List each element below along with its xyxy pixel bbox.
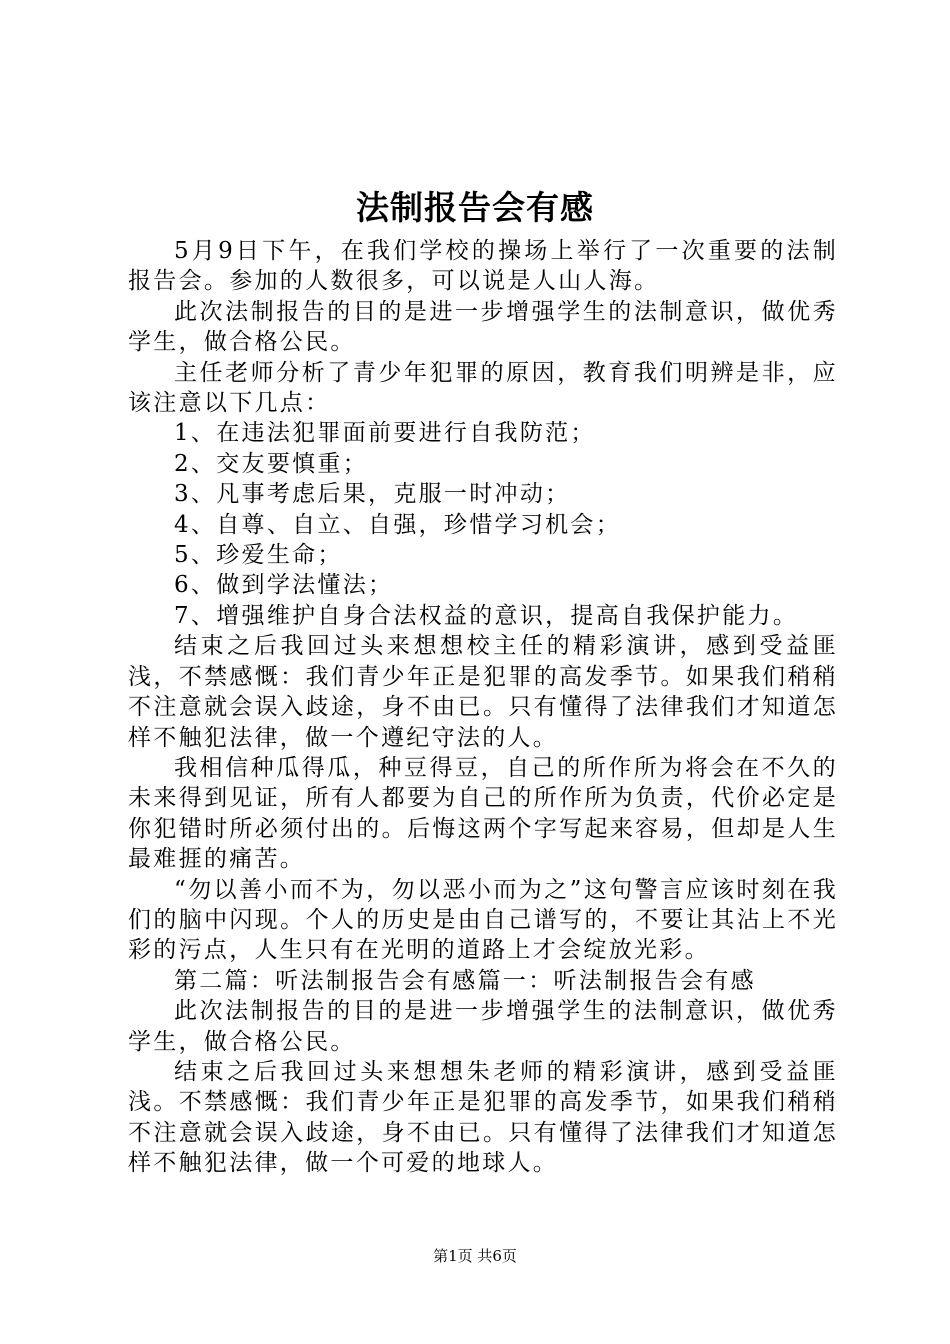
section-heading: 第二篇：听法制报告会有感篇一：听法制报告会有感 — [174, 967, 756, 994]
list-item: 2、交友要慎重； — [174, 450, 369, 477]
list-item: 1、在违法犯罪面前要进行自我防范； — [174, 420, 596, 447]
paragraph: 此次法制报告的目的是进一步增强学生的法制意识，做优秀学生，做合格公民。 — [128, 298, 838, 356]
paragraph: 结束之后我回过头来想想校主任的精彩演讲，感到受益匪浅，不禁感慨：我们青少年正是犯罪的高发季节。如果我们稍稍不注意就会误入歧途，身不由已。只有懂得了法律我们才知道怎样不触犯法律，做一个遵纪守法的人。 — [128, 633, 838, 751]
paragraph: 主任老师分析了青少年犯罪的原因，教育我们明辨是非，应该注意以下几点： — [128, 359, 838, 417]
list-item: 3、凡事考虑后果，克服一时冲动； — [174, 481, 571, 508]
document-title: 法制报告会有感 — [356, 188, 594, 227]
paragraph: 此次法制报告的目的是进一步增强学生的法制意识，做优秀学生，做合格公民。 — [128, 998, 838, 1055]
paragraph: 结束之后我回过头来想想朱老师的精彩演讲，感到受益匪浅。不禁感慨：我们青少年正是犯罪的高发季节，如果我们稍稍不注意就会误入歧途，身不由已。只有懂得了法律我们才知道怎样不触犯法律，做一个可爱的地球人。 — [128, 1058, 838, 1177]
paragraph: “勿以善小而不为，勿以恶小而为之”这句警言应该时刻在我们的脑中闪现。个人的历史是由自己谱写的，不要让其沾上不光彩的污点，人生只有在光明的道路上才会绽放光彩。 — [128, 876, 838, 964]
paragraph: 我相信种瓜得瓜，种豆得豆，自己的所作所为将会在不久的未来得到见证，所有人都要为自己的所作所为负责，代价必定是你犯错时所必须付出的。后悔这两个字写起来容易，但却是人生最难捱的痛苦。 — [128, 754, 838, 873]
list-item: 6、做到学法懂法； — [174, 572, 394, 599]
page-footer: 第1页 共6页 — [433, 1247, 517, 1265]
list-item: 4、自尊、自立、自强，珍惜学习机会； — [174, 511, 622, 538]
list-item: 7、增强维护自身合法权益的意识，提高自我保护能力。 — [174, 602, 799, 629]
paragraph: 5月9日下午，在我们学校的操场上举行了一次重要的法制报告会。参加的人数很多，可以说是人山人海。 — [128, 238, 838, 295]
list-item: 5、珍爱生命； — [174, 542, 343, 569]
document-body — [128, 236, 838, 1179]
